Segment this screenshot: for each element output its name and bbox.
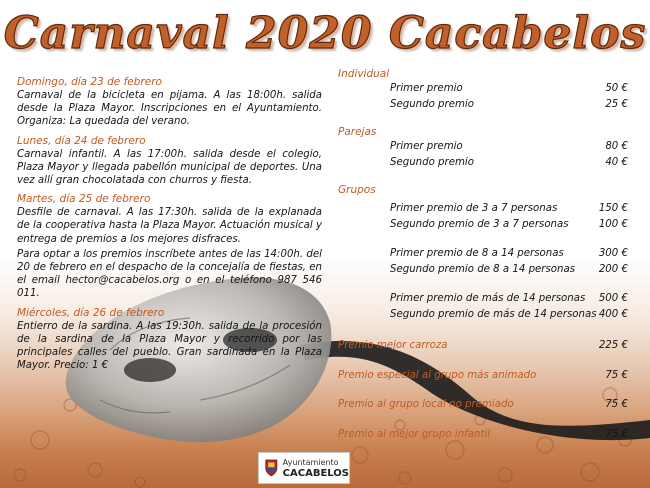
special-prize-row — [338, 368, 636, 384]
day-domingo — [17, 76, 322, 129]
special-prize-row — [338, 427, 636, 443]
prize-amount: 200 € — [598, 263, 628, 275]
prize-label: Primer premio — [390, 83, 463, 94]
prize-label: Premio especial al grupo más animado — [338, 369, 537, 381]
prize-category-parejas: Parejas — [338, 126, 377, 138]
prize-amount: 300 € — [598, 248, 628, 259]
prize-amount: 40 € — [605, 156, 628, 168]
schedule-column — [17, 76, 322, 378]
day-description: Carnaval de la bicicleta en pijama. A las 18:00h. salida desde la Plaza Mayor. Inscripciones en el Ayuntamiento. Organiza: La quedada del verano. — [17, 90, 322, 128]
prize-label: Premio al mejor grupo infantil — [338, 428, 491, 440]
prize-amount: 225 € — [598, 340, 628, 351]
ayuntamiento-logo — [258, 452, 350, 484]
day-description: Carnaval infantil. A las 17:00h. salida desde el colegio, Plaza Mayor y llegada pabellón municipal de deportes. Una vez allí gran chocolatada con churros y fiesta. — [17, 148, 322, 187]
prize-amount: 25 € — [605, 98, 628, 110]
prize-label: Premio al grupo local no premiado — [338, 399, 514, 410]
prize-amount: 50 € — [605, 83, 628, 94]
prize-row — [338, 139, 636, 155]
special-prize-row — [338, 397, 636, 413]
poster-title: Carnaval 2020 Cacabelos — [3, 8, 647, 59]
day-lunes — [17, 135, 322, 188]
prize-label: Primer premio de 3 a 7 personas — [390, 203, 558, 214]
prize-category-individual: Individual — [338, 68, 390, 80]
prizes-column — [338, 68, 636, 442]
prize-amount: 75 € — [605, 399, 628, 410]
prize-label: Segundo premio de más de 14 personas — [390, 308, 597, 320]
special-prize-row — [338, 338, 636, 354]
prize-row — [338, 246, 636, 262]
day-title: Miércoles, día 26 de febrero — [17, 306, 165, 319]
prize-row — [338, 97, 636, 113]
prize-label: Segundo premio — [390, 156, 474, 168]
prize-row — [338, 201, 636, 217]
prize-amount: 150 € — [598, 203, 628, 214]
logo-line-1: Ayuntamiento — [282, 458, 339, 467]
prize-label: Segundo premio de 3 a 7 personas — [390, 218, 569, 230]
prize-row — [338, 155, 636, 171]
prize-label: Primer premio de más de 14 personas — [390, 293, 586, 304]
prize-label: Premio mejor carroza — [338, 340, 448, 351]
prize-row — [338, 307, 636, 323]
prize-amount: 80 € — [605, 141, 628, 152]
prize-amount: 100 € — [598, 218, 628, 230]
coat-of-arms-icon — [265, 457, 278, 479]
day-title: Lunes, día 24 de febrero — [17, 134, 146, 147]
prize-amount: 75 € — [605, 369, 628, 381]
prize-row — [338, 291, 636, 307]
logo-line-2: CACABELOS — [282, 468, 349, 479]
prize-row — [338, 262, 636, 278]
prize-category-grupos: Grupos — [338, 184, 376, 196]
logo-text — [283, 457, 349, 479]
day-miercoles — [17, 307, 322, 373]
day-martes — [17, 193, 322, 300]
prize-row — [338, 81, 636, 97]
prize-amount: 500 € — [598, 293, 628, 304]
registration-note: Para optar a los premios inscríbete antes de las 14:00h. del 20 de febrero en el despacho de la concejalía de fiestas, en el email hector@cacabelos.org o en el teléfono 987 546 011. — [17, 248, 322, 300]
prize-label: Primer premio de 8 a 14 personas — [390, 248, 564, 259]
prize-amount: 75 € — [605, 428, 628, 440]
day-title: Domingo, día 23 de febrero — [17, 76, 162, 88]
day-title: Martes, día 25 de febrero — [17, 193, 151, 206]
prize-row — [338, 217, 636, 233]
prize-amount: 400 € — [598, 308, 628, 320]
day-description: Entierro de la sardina. A las 19:30h. salida de la procesión de la sardina de la Plaza Mayor y recorrido por las principales calles del pueblo. Gran sardinada en la Plaza Mayor. Precio: 1 € — [17, 320, 322, 372]
prize-label: Segundo premio de 8 a 14 personas — [390, 263, 576, 275]
prize-label: Segundo premio — [390, 98, 474, 110]
prize-label: Primer premio — [390, 141, 463, 152]
day-description: Desfile de carnaval. A las 17:30h. salida de la explanada de la cooperativa hasta la Plaza Mayor. Actuación musical y entrega de premios a los mejores disfraces. — [17, 207, 322, 245]
